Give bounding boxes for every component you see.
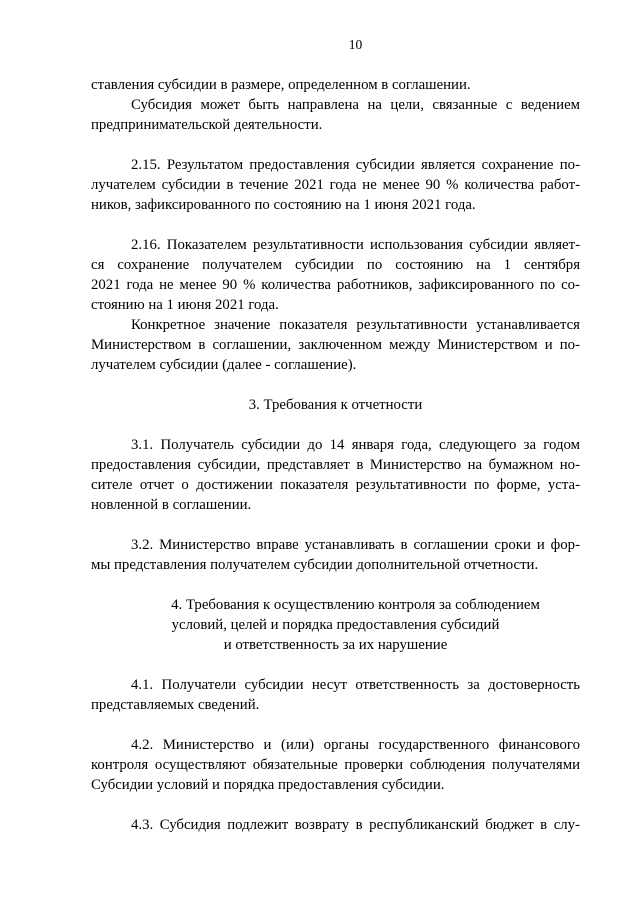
clause-4-2: [91, 735, 580, 795]
clause-4-1: [91, 675, 580, 715]
document-body: [91, 75, 580, 835]
paragraph-spacer: [91, 415, 580, 435]
paragraph-spacer: [91, 375, 580, 395]
text-line: Министерством в соглашении, заключенном между Министерством и по-: [91, 337, 580, 353]
text-line: Конкретное значение показателя результативности устанавливается: [131, 317, 580, 333]
text-line: Субсидия может быть направлена на цели, связанные с ведением: [131, 97, 580, 113]
paragraph-spacer: [91, 715, 580, 735]
paragraph-spacer: [91, 515, 580, 535]
section-heading-4: [91, 595, 580, 655]
text-line: 3.2. Министерство вправе устанавливать в соглашении сроки и фор-: [131, 537, 580, 553]
paragraph-spacer: [91, 215, 580, 235]
text-line: 2021 года не менее 90 % количества работников, зафиксированного по со-: [91, 277, 580, 293]
text-line: предпринимательской деятельности.: [91, 117, 323, 133]
section-heading-3: 3. Требования к отчетности: [248, 397, 423, 413]
text-line: ников, зафиксированного по состоянию на 1 июня 2021 года.: [91, 197, 476, 213]
text-line: лучателем субсидии в течение 2021 года не менее 90 % количества работ-: [91, 177, 580, 193]
clause-2-16: [91, 235, 580, 315]
text-line: представляемых сведений.: [91, 697, 260, 713]
text-line: ся сохранение получателем субсидии по состоянию на 1 сентября: [91, 257, 580, 273]
paragraph-spacer: [91, 655, 580, 675]
clause-4-3: [91, 815, 580, 835]
text-line: 4.3. Субсидия подлежит возврату в республиканский бюджет в слу-: [131, 817, 580, 833]
text-line: Субсидии условий и порядка предоставления субсидии.: [91, 777, 445, 793]
heading-line: условий, целей и порядка предоставления субсидий: [171, 617, 500, 633]
text-line: стоянию на 1 июня 2021 года.: [91, 297, 279, 313]
text-line: ставления субсидии в размере, определенном в соглашении.: [91, 77, 471, 93]
paragraph-spacer: [91, 575, 580, 595]
continued-paragraph: [91, 75, 580, 95]
clause-2-15: [91, 155, 580, 215]
text-line: новленной в соглашении.: [91, 497, 252, 513]
text-line: 2.15. Результатом предоставления субсидии является сохранение по-: [131, 157, 580, 173]
clause-3-2: [91, 535, 580, 575]
text-line: 3.1. Получатель субсидии до 14 января года, следующего за годом: [131, 437, 580, 453]
paragraph-spacer: [91, 135, 580, 155]
text-line: 2.16. Показателем результативности использования субсидии являет-: [131, 237, 580, 253]
text-line: мы представления получателем субсидии дополнительной отчетности.: [91, 557, 539, 573]
clause-3-1: [91, 435, 580, 515]
text-line: сителе отчет о достижении показателя результативности по форме, уста-: [91, 477, 580, 493]
page-number: 10: [348, 37, 363, 52]
paragraph-subsidy-purpose: [91, 95, 580, 135]
text-line: предоставления субсидии, представляет в Министерство на бумажном но-: [91, 457, 580, 473]
text-line: контроля осуществляют обязательные проверки соблюдения получателями: [91, 757, 580, 773]
text-line: 4.1. Получатели субсидии несут ответственность за достоверность: [131, 677, 580, 693]
heading-line: и ответственность за их нарушение: [223, 637, 448, 653]
paragraph-spacer: [91, 795, 580, 815]
text-line: 4.2. Министерство и (или) органы государственного финансового: [131, 737, 580, 753]
paragraph-indicator-value: [91, 315, 580, 375]
heading-line: 4. Требования к осуществлению контроля за соблюдением: [171, 597, 540, 613]
text-line: лучателем субсидии (далее - соглашение).: [91, 357, 357, 373]
